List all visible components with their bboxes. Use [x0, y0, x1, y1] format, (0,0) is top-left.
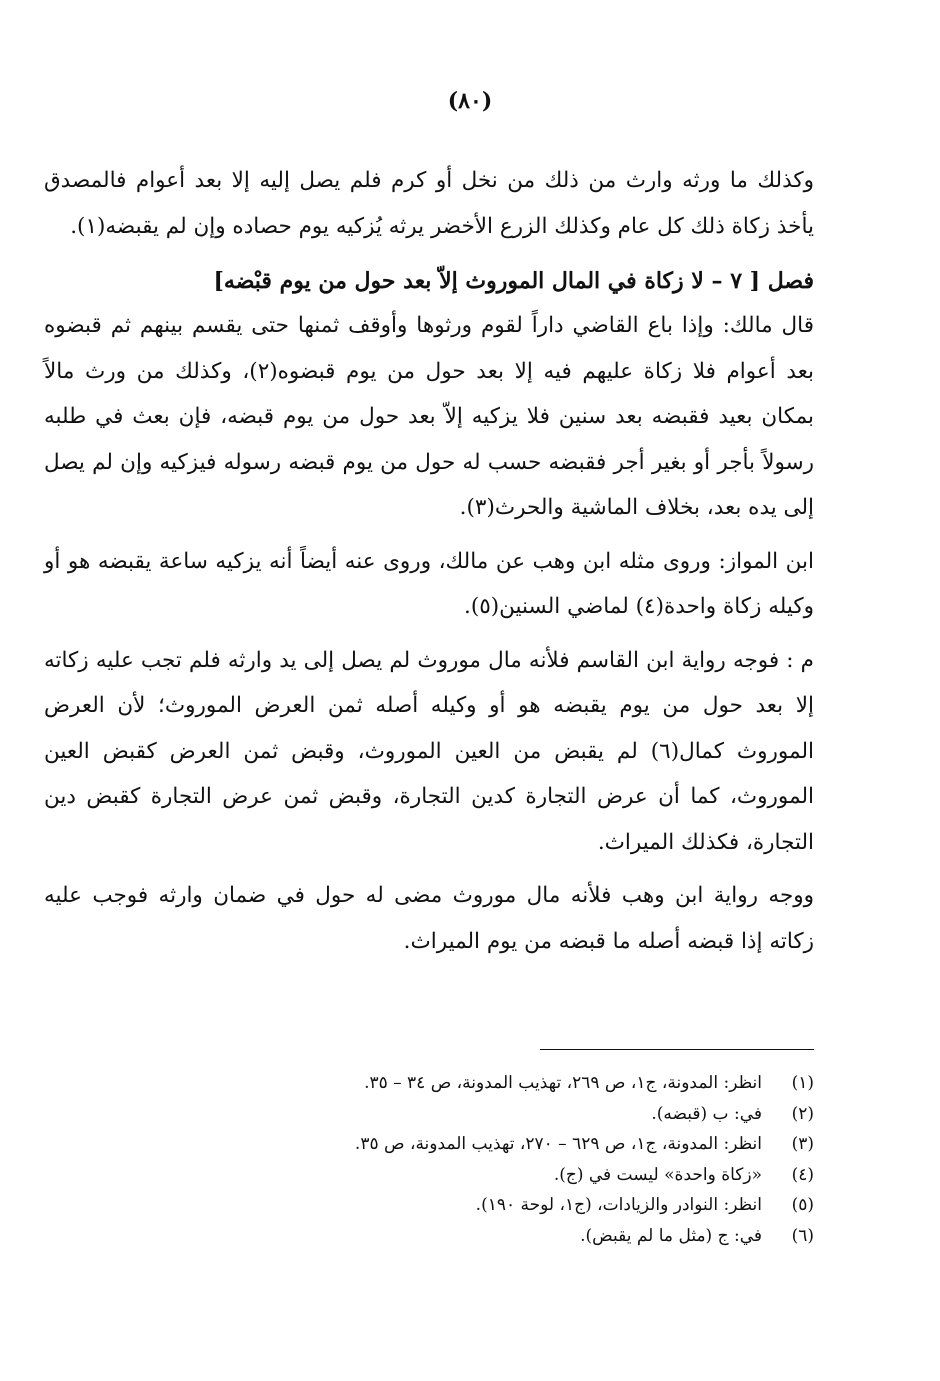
footnote-number: (٥)	[791, 1195, 814, 1215]
footnote-item	[44, 1221, 814, 1252]
footnote-text: في: ج (مثل ما لم يقبض).	[580, 1225, 762, 1246]
footnote-text: «زكاة واحدة» ليست في (ج).	[553, 1164, 762, 1185]
footnote-text: انظر: المدونة، ج١، ص ٦٢٩ – ٢٧٠، تهذيب المدونة، ص ٣٥.	[354, 1134, 762, 1154]
footnote-number: (٦)	[791, 1225, 814, 1246]
footnote-text: انظر: المدونة، ج١، ص ٢٦٩، تهذيب المدونة، ص ٣٤ – ٣٥.	[364, 1073, 762, 1093]
page-number: (٨٠)	[447, 88, 493, 114]
footnote-item	[44, 1190, 814, 1221]
paragraph-5: ووجه رواية ابن وهب فلأنه مال موروث مضى له حول في ضمان وارثه فوجب عليه زكاته إذا قبضه أصله ما قبضه من يوم الميراث.	[44, 883, 814, 954]
footnote-item	[44, 1160, 814, 1191]
footnote-number: (٤)	[791, 1164, 814, 1185]
footnote-text: في: ب (قبضه).	[651, 1103, 762, 1124]
footnote-number: (٢)	[791, 1103, 814, 1124]
footnotes	[44, 1068, 814, 1251]
paragraph-4: م : فوجه رواية ابن القاسم فلأنه مال موروث لم يصل إلى يد وارثه فلم تجب عليه زكاته إلا بعد حول من يوم يقبضه هو أو وكيله أصله ثمن العرض الموروث؛ لأن العرض الموروث كمال(٦) لم يقبض من العين الموروث، وقبض ثمن العرض كقبض العين الموروث، كما أن عرض التجارة كدين التجارة، وقبض ثمن عرض التجارة كقبض دين التجارة، فكذلك الميراث.	[44, 647, 814, 855]
section-heading: فصل [ ٧ – لا زكاة في المال الموروث إلاّ بعد حول من يوم قبْضه]	[213, 268, 814, 294]
footnote-item	[44, 1068, 814, 1099]
footnote-item	[44, 1099, 814, 1130]
main-text	[44, 158, 814, 964]
footnote-number: (٣)	[791, 1134, 814, 1154]
footnote-number: (١)	[791, 1073, 814, 1093]
footnote-item	[44, 1129, 814, 1160]
paragraph-2: قال مالك: وإذا باع القاضي داراً لقوم ورثوها وأوقف ثمنها حتى يقسم بينهم ثم قبضوه بعد أعوام فلا زكاة عليهم فيه إلا بعد حول من يوم قبضوه(٢)، وكذلك من ورث مالاً بمكان بعيد فقبضه بعد سنين فلا يزكيه إلاّ بعد حول من يوم قبضه، فإن بعث في طلبه رسولاً بأجر أو بغير أجر فقبضه حسب له حول من يوم قبضه رسوله فيزكيه وإن لم يصل إلى يده بعد، بخلاف الماشية والحرث(٣).	[44, 313, 814, 520]
paragraph-3: ابن المواز: وروى مثله ابن وهب عن مالك، وروى عنه أيضاً أنه يزكيه ساعة يقبضه هو أو وكيله زكاة واحدة(٤) لماضي السنين(٥).	[44, 548, 814, 619]
paragraph-1: وكذلك ما ورثه وارث من ذلك من نخل أو كرم فلم يصل إليه إلا بعد أعوام فالمصدق يأخذ زكاة ذلك كل عام وكذلك الزرع الأخضر يرثه يُزكيه يوم حصاده وإن لم يقبضه(١).	[44, 168, 814, 239]
footnote-divider	[540, 1049, 814, 1050]
footnote-text: انظر: النوادر والزيادات، (ج١، لوحة ١٩٠).	[475, 1195, 762, 1215]
